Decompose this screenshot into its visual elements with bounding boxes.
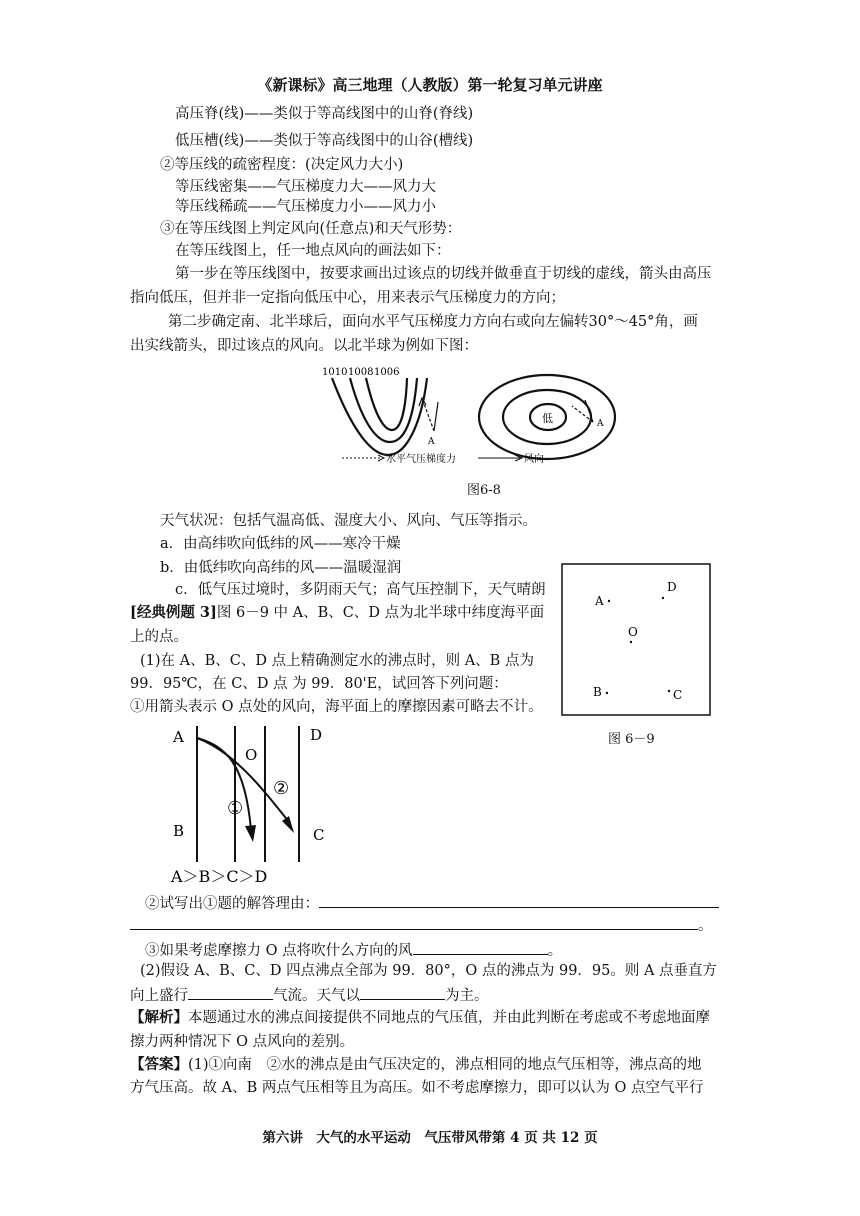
text-line xyxy=(130,1008,710,1028)
text-line: c．低气压过境时，多阴雨天气；高气压控制下，天气晴朗 xyxy=(175,582,546,598)
point-label: D xyxy=(310,726,323,744)
text-line: 方气压高。故 A、B 两点气压相等且为高压。如不考虑摩擦力，即可以认为 O 点空气平行 xyxy=(130,1080,704,1096)
period: 。 xyxy=(547,943,563,959)
question-text: ②试写出①题的解答理由： xyxy=(145,896,319,912)
point-label: D xyxy=(667,580,677,594)
text-line: ①用箭头表示 O 点处的风向，海平面上的摩擦因素可略去不计。 xyxy=(130,699,543,715)
text-line: 第一步在等压线图中，按要求画出过该点的切线并做垂直于切线的虚线，箭头由高压 xyxy=(175,266,712,282)
arrow-label: ② xyxy=(273,778,290,799)
text-line xyxy=(130,984,489,1006)
question-text: ③如果考虑摩擦力 O 点将吹什么方向的风 xyxy=(145,943,413,959)
answer-blank[interactable] xyxy=(319,892,719,908)
answer-text: (1)①向南 ②水的沸点是由气压决定的，沸点相同的地点气压相等，沸点高的地 xyxy=(188,1057,702,1073)
text-line: b．由低纬吹向高纬的风——温暖湿润 xyxy=(160,560,402,576)
point-label: A xyxy=(595,594,604,608)
analysis-label: 【解析】 xyxy=(130,1009,188,1026)
point-label: O xyxy=(245,746,258,764)
answer-blank[interactable] xyxy=(130,914,698,930)
isobar-label: 1010 xyxy=(322,367,348,378)
answer-blank[interactable] xyxy=(188,984,273,1000)
example-label: [经典例题 3] xyxy=(130,604,217,621)
text-line: 99．95℃，在 C、D 点 为 99．80'E，试回答下列问题： xyxy=(130,676,508,692)
text-line: ③在等压线图上判定风向(任意点)和天气形势： xyxy=(160,221,462,237)
answer-blank[interactable] xyxy=(413,939,548,955)
figure-6-9 xyxy=(561,563,711,718)
period: 。 xyxy=(698,918,713,934)
page-footer: 第六讲 大气的水平运动 气压带风带第 4 页 共 12 页 xyxy=(262,1130,598,1146)
text-line: 出实线箭头，即过该点的风向。以北半球为例如下图： xyxy=(130,338,478,354)
text-line xyxy=(130,1055,702,1075)
point-label: O xyxy=(628,625,638,639)
isobar-label: 1006 xyxy=(374,367,400,378)
analysis-text: 本题通过水的沸点间接提供不同地点的气压值，并由此判断在考虑或不考虑地面摩 xyxy=(188,1010,710,1026)
point-label: C xyxy=(673,688,683,702)
text-line: 擦力两种情况下 O 点风向的差别。 xyxy=(130,1034,355,1050)
pgf-legend: 水平气压梯度力 xyxy=(386,454,456,465)
answer-blank[interactable] xyxy=(360,984,445,1000)
point-label: B xyxy=(593,685,602,699)
page-header: 《新课标》高三地理（人教版）第一轮复习单元讲座 xyxy=(257,76,603,94)
text-line: 第二步确定南、北半球后，面向水平气压梯度力方向右或向左偏转30°～45°角，画 xyxy=(168,314,698,330)
text-line: 等压线密集——气压梯度力大——风力大 xyxy=(175,179,436,195)
isobar-label: 1008 xyxy=(348,367,374,378)
example-text: 图 6－9 中 A、B、C、D 点为北半球中纬度海平面 xyxy=(216,605,545,621)
text-line: 高压脊(线)——类似于等高线图中的山脊(脊线) xyxy=(175,106,474,122)
low-pressure-label: 低 xyxy=(542,412,553,425)
question-text: 气流。天气以 xyxy=(273,988,360,1004)
figure-caption: 图6-8 xyxy=(467,483,501,498)
point-label: C xyxy=(313,826,325,844)
text-line: 天气状况：包括气温高低、湿度大小、风向、气压等指示。 xyxy=(160,513,537,529)
text-line: (1)在 A、B、C、D 点上精确测定水的沸点时，则 A、B 点为 xyxy=(140,653,534,669)
question-text: 向上盛行 xyxy=(130,988,188,1004)
answer-label: 【答案】 xyxy=(130,1056,188,1073)
question-text: 为主。 xyxy=(445,988,489,1004)
text-line: 低压槽(线)——类似于等高线图中的山谷(槽线) xyxy=(175,133,474,149)
text-line xyxy=(130,914,713,936)
text-line: 等压线稀疏——气压梯度力小——风力小 xyxy=(175,199,436,215)
answer-figure xyxy=(165,722,340,890)
point-label: A xyxy=(597,419,604,429)
pressure-relation: A＞B＞C＞D xyxy=(171,867,268,886)
wind-legend: 风向 xyxy=(524,454,544,465)
text-line: a．由高纬吹向低纬的风——寒冷干燥 xyxy=(160,536,401,552)
text-line: (2)假设 A、B、C、D 四点沸点全部为 99．80°，O 点的沸点为 99．95。则 A 点垂直方 xyxy=(140,963,718,979)
arrow-label: ① xyxy=(227,798,244,819)
text-line: ②等压线的疏密程度：(决定风力大小) xyxy=(160,157,404,173)
text-line xyxy=(145,939,562,961)
point-label: B xyxy=(173,822,185,840)
text-line: 在等压线图上，任一地点风向的画法如下： xyxy=(175,243,451,259)
point-label: A xyxy=(173,728,184,746)
text-line: 指向低压，但并非一定指向低压中心，用来表示气压梯度力的方向； xyxy=(130,290,565,306)
text-line xyxy=(145,892,719,914)
figure-caption: 图 6－9 xyxy=(608,732,655,747)
text-line xyxy=(130,603,544,623)
figure-6-8 xyxy=(310,360,630,475)
point-label: A xyxy=(428,437,435,447)
text-line: 上的点。 xyxy=(130,629,188,645)
